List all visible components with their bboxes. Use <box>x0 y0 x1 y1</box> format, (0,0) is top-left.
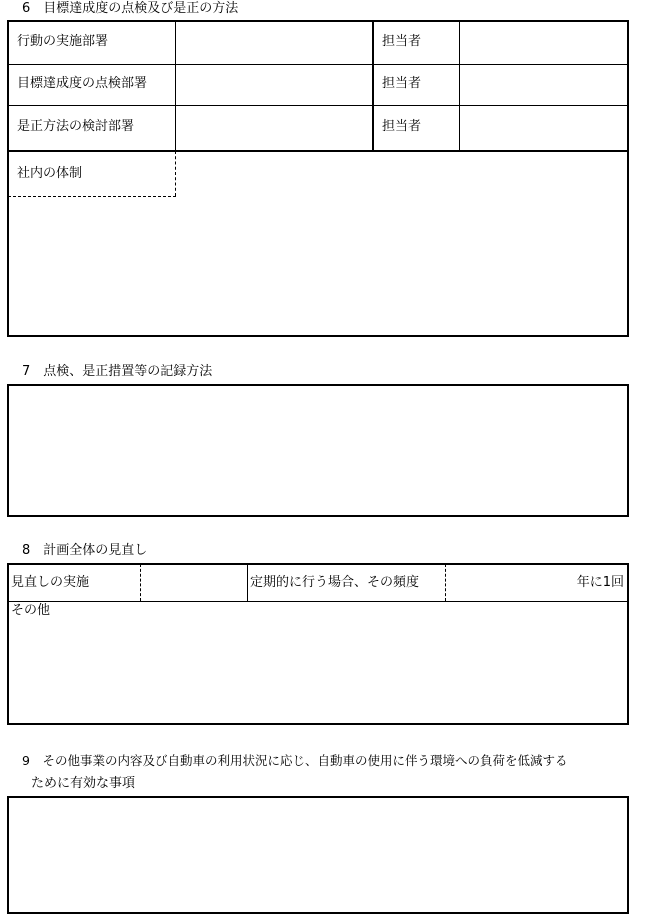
other-measures-field[interactable] <box>7 796 629 914</box>
row-divider <box>8 150 628 152</box>
column-divider <box>459 21 460 151</box>
person-in-charge-label: 担当者 <box>382 34 422 49</box>
column-divider <box>175 21 176 151</box>
column-divider <box>140 564 141 601</box>
section-9-heading-line2: ために有効な事項 <box>31 776 136 791</box>
other-label: その他 <box>11 603 51 618</box>
periodic-frequency-label: 定期的に行う場合、その頻度 <box>250 575 420 590</box>
implementing-department-label: 行動の実施部署 <box>17 34 109 49</box>
record-method-field[interactable] <box>7 384 629 517</box>
row-divider <box>8 105 628 106</box>
other-field[interactable] <box>10 622 626 722</box>
label-box-divider <box>8 196 176 197</box>
section-6-heading: 6 目標達成度の点検及び是正の方法 <box>22 1 239 16</box>
inspection-department-label: 目標達成度の点検部署 <box>17 76 148 91</box>
internal-system-field[interactable] <box>10 200 626 334</box>
internal-system-label: 社内の体制 <box>17 166 83 181</box>
section-7-heading: 7 点検、是正措置等の記録方法 <box>22 364 213 379</box>
person-in-charge-label: 担当者 <box>382 119 422 134</box>
person-in-charge-label: 担当者 <box>382 76 422 91</box>
frequency-value: 年に1回 <box>576 575 624 590</box>
column-divider <box>372 21 374 151</box>
label-box-divider <box>175 151 176 196</box>
section-9-heading-line1: 9 その他事業の内容及び自動車の利用状況に応じ、自動車の使用に伴う環境への負荷を低減する <box>22 753 568 768</box>
column-divider <box>445 564 446 601</box>
correction-department-label: 是正方法の検討部署 <box>17 119 135 134</box>
row-divider <box>8 64 628 65</box>
section-8-heading: 8 計画全体の見直し <box>22 543 148 558</box>
row-divider <box>8 601 628 602</box>
review-implementation-label: 見直しの実施 <box>11 575 90 590</box>
column-divider <box>247 564 248 601</box>
